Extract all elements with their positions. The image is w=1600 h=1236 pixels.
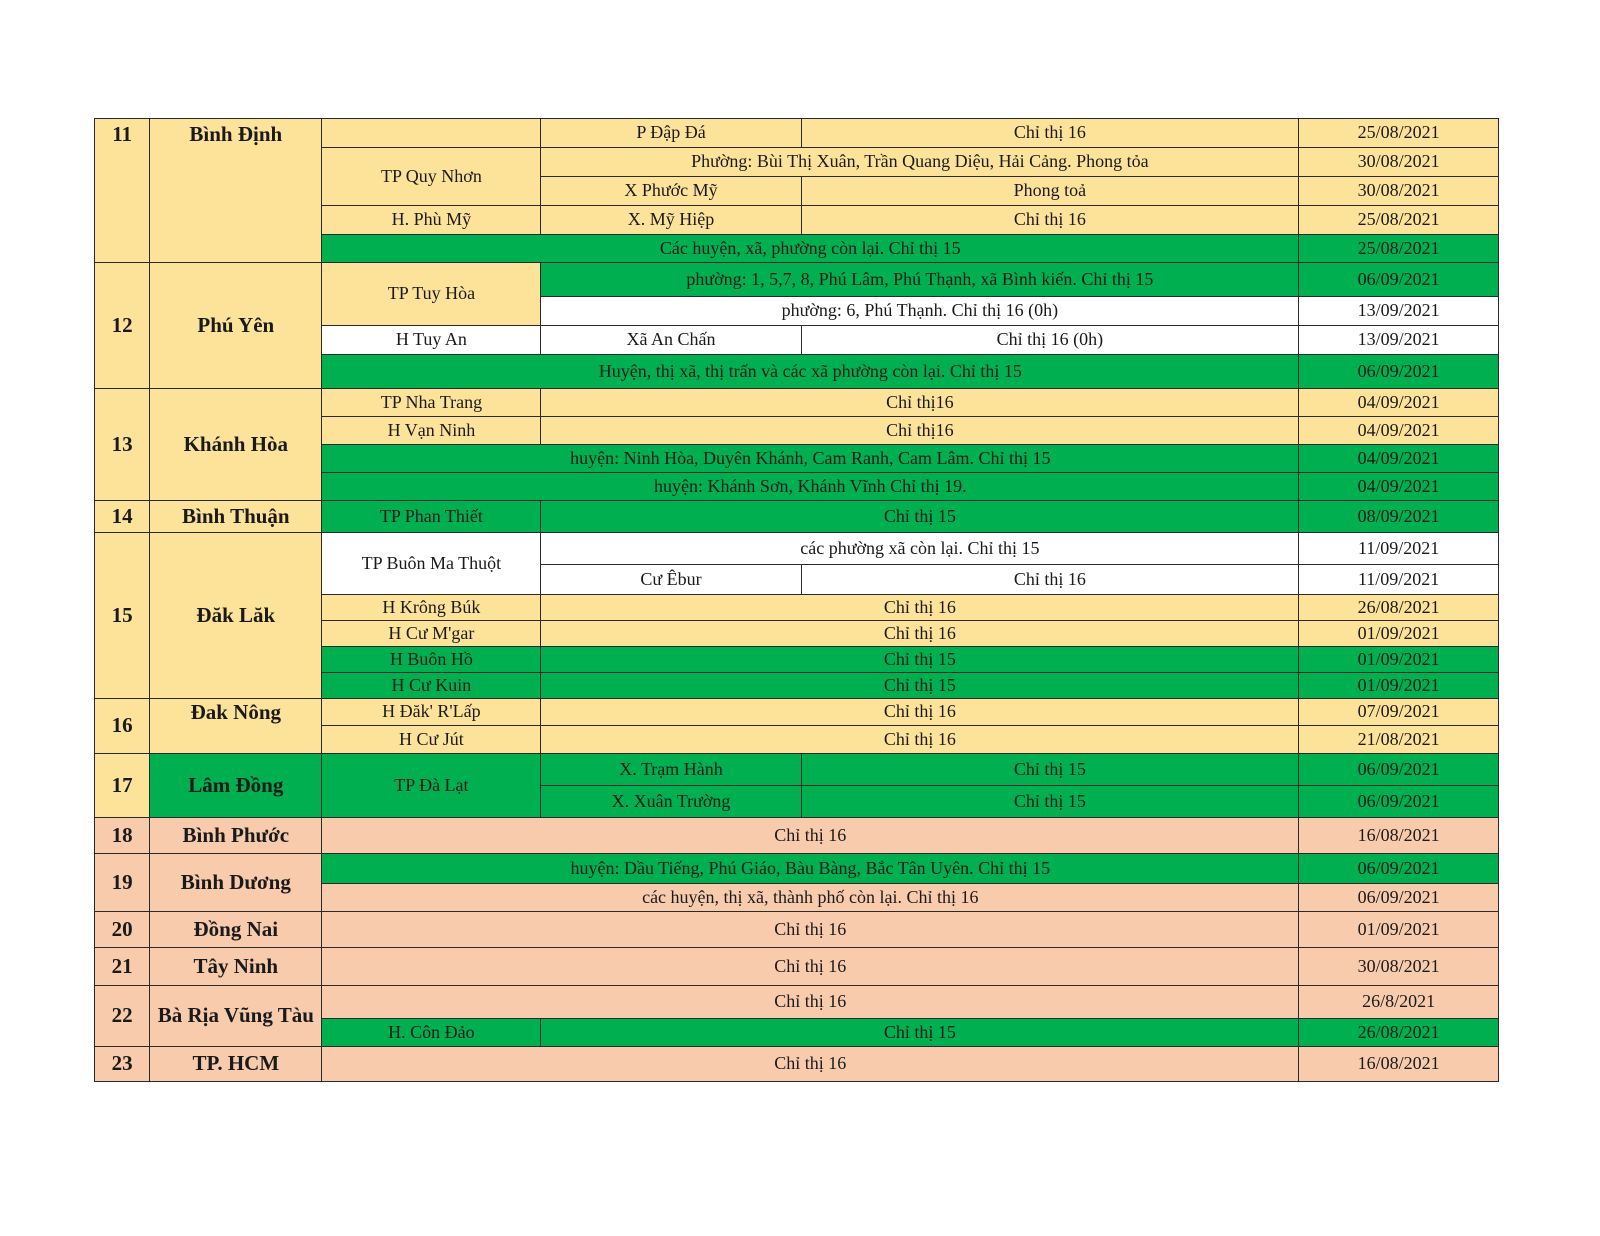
date-cell: 26/08/2021 xyxy=(1299,1019,1499,1047)
province-name: Lâm Đồng xyxy=(150,754,322,818)
measure-cell: Chỉ thị 16 xyxy=(541,621,1299,647)
province-number: 15 xyxy=(95,533,150,699)
date-cell: 01/09/2021 xyxy=(1299,673,1499,699)
measure-cell: Chỉ thị 16 xyxy=(541,726,1299,754)
date-cell: 01/09/2021 xyxy=(1299,621,1499,647)
date-cell: 07/09/2021 xyxy=(1299,699,1499,726)
district-cell: H Cư M'gar xyxy=(322,621,541,647)
province-name: Bình Phước xyxy=(150,818,322,854)
measure-cell: các phường xã còn lại. Chỉ thị 15 xyxy=(541,533,1299,565)
province-name: TP. HCM xyxy=(150,1047,322,1082)
measure-cell: huyện: Ninh Hòa, Duyên Khánh, Cam Ranh, Cam Lâm. Chỉ thị 15 xyxy=(322,445,1299,473)
date-cell: 13/09/2021 xyxy=(1299,326,1499,355)
measure-cell: huyện: Dầu Tiếng, Phú Giáo, Bàu Bàng, Bắc Tân Uyên. Chỉ thị 15 xyxy=(322,854,1299,884)
table-row xyxy=(95,389,1499,417)
date-cell: 06/09/2021 xyxy=(1299,355,1499,389)
covid-measures-table xyxy=(94,118,1499,1082)
date-cell: 06/09/2021 xyxy=(1299,754,1499,786)
date-cell: 21/08/2021 xyxy=(1299,726,1499,754)
measure-cell: Phong toả xyxy=(801,177,1299,206)
measure-cell: Chỉ thị 15 xyxy=(801,786,1299,818)
measure-cell: Huyện, thị xã, thị trấn và các xã phường còn lại. Chỉ thị 15 xyxy=(322,355,1299,389)
table-row xyxy=(95,263,1499,297)
area-cell: X. Xuân Trường xyxy=(541,786,801,818)
measure-cell: Chỉ thị 15 xyxy=(541,1019,1299,1047)
measure-cell: Chỉ thị 16 xyxy=(322,948,1299,986)
measure-cell: Chỉ thị 16 xyxy=(322,912,1299,948)
area-cell: Xã An Chấn xyxy=(541,326,801,355)
province-number: 19 xyxy=(95,854,150,912)
district-cell: H. Côn Đảo xyxy=(322,1019,541,1047)
date-cell: 06/09/2021 xyxy=(1299,263,1499,297)
district-cell xyxy=(322,119,541,148)
date-cell: 06/09/2021 xyxy=(1299,884,1499,912)
measure-cell: Chỉ thị 15 xyxy=(541,647,1299,673)
measure-cell: Phường: Bùi Thị Xuân, Trần Quang Diệu, Hải Cảng. Phong tỏa xyxy=(541,148,1299,177)
table-row xyxy=(95,754,1499,786)
measure-cell: Các huyện, xã, phường còn lại. Chỉ thị 15 xyxy=(322,235,1299,263)
province-name: Bà Rịa Vũng Tàu xyxy=(150,986,322,1047)
area-cell: X Phước Mỹ xyxy=(541,177,801,206)
district-cell: H Vạn Ninh xyxy=(322,417,541,445)
date-cell: 06/09/2021 xyxy=(1299,786,1499,818)
date-cell: 06/09/2021 xyxy=(1299,854,1499,884)
province-name: Khánh Hòa xyxy=(150,389,322,501)
date-cell: 04/09/2021 xyxy=(1299,473,1499,501)
province-number: 22 xyxy=(95,986,150,1047)
measure-cell: Chỉ thị16 xyxy=(541,417,1299,445)
measure-cell: Chỉ thị16 xyxy=(541,389,1299,417)
date-cell: 11/09/2021 xyxy=(1299,565,1499,595)
measure-cell: Chỉ thị 15 xyxy=(541,673,1299,699)
date-cell: 08/09/2021 xyxy=(1299,501,1499,533)
province-number: 21 xyxy=(95,948,150,986)
measure-cell: Chỉ thị 16 (0h) xyxy=(801,326,1299,355)
measure-cell: Chỉ thị 16 xyxy=(322,986,1299,1019)
province-number: 11 xyxy=(95,119,150,263)
district-cell: H Cư Jút xyxy=(322,726,541,754)
province-number: 12 xyxy=(95,263,150,389)
measure-cell: Chỉ thị 16 xyxy=(801,565,1299,595)
measure-cell: các huyện, thị xã, thành phố còn lại. Chỉ thị 16 xyxy=(322,884,1299,912)
table-row xyxy=(95,1047,1499,1082)
province-number: 20 xyxy=(95,912,150,948)
province-name: Đăk Lăk xyxy=(150,533,322,699)
district-cell: TP Nha Trang xyxy=(322,389,541,417)
date-cell: 16/08/2021 xyxy=(1299,1047,1499,1082)
measure-cell: huyện: Khánh Sơn, Khánh Vĩnh Chỉ thị 19. xyxy=(322,473,1299,501)
province-name: Bình Thuận xyxy=(150,501,322,533)
province-name: Bình Dương xyxy=(150,854,322,912)
area-cell: Cư Êbur xyxy=(541,565,801,595)
date-cell: 04/09/2021 xyxy=(1299,389,1499,417)
province-number: 16 xyxy=(95,699,150,754)
province-number: 14 xyxy=(95,501,150,533)
date-cell: 16/08/2021 xyxy=(1299,818,1499,854)
table-row xyxy=(95,948,1499,986)
district-cell: H Buôn Hồ xyxy=(322,647,541,673)
date-cell: 01/09/2021 xyxy=(1299,912,1499,948)
date-cell: 30/08/2021 xyxy=(1299,148,1499,177)
district-cell: H Cư Kuin xyxy=(322,673,541,699)
measure-cell: Chỉ thị 16 xyxy=(541,595,1299,621)
district-cell: H Đăk' R'Lấp xyxy=(322,699,541,726)
district-cell: TP Phan Thiết xyxy=(322,501,541,533)
province-number: 18 xyxy=(95,818,150,854)
date-cell: 04/09/2021 xyxy=(1299,445,1499,473)
measure-cell: Chỉ thị 15 xyxy=(541,501,1299,533)
table-row xyxy=(95,533,1499,565)
province-number: 17 xyxy=(95,754,150,818)
province-number: 23 xyxy=(95,1047,150,1082)
date-cell: 04/09/2021 xyxy=(1299,417,1499,445)
area-cell: P Đập Đá xyxy=(541,119,801,148)
province-name: Phú Yên xyxy=(150,263,322,389)
date-cell: 26/08/2021 xyxy=(1299,595,1499,621)
measure-cell: Chỉ thị 15 xyxy=(801,754,1299,786)
district-cell: H Krông Búk xyxy=(322,595,541,621)
table-row xyxy=(95,501,1499,533)
date-cell: 30/08/2021 xyxy=(1299,948,1499,986)
district-cell: TP Quy Nhơn xyxy=(322,148,541,206)
date-cell: 25/08/2021 xyxy=(1299,235,1499,263)
table-row xyxy=(95,986,1499,1019)
province-name: Đak Nông xyxy=(150,699,322,754)
date-cell: 26/8/2021 xyxy=(1299,986,1499,1019)
province-name: Tây Ninh xyxy=(150,948,322,986)
province-name: Bình Định xyxy=(150,119,322,263)
province-number: 13 xyxy=(95,389,150,501)
date-cell: 01/09/2021 xyxy=(1299,647,1499,673)
district-cell: TP Buôn Ma Thuột xyxy=(322,533,541,595)
measure-cell: Chỉ thị 16 xyxy=(322,1047,1299,1082)
measure-cell: phường: 1, 5,7, 8, Phú Lâm, Phú Thạnh, xã Bình kiến. Chỉ thị 15 xyxy=(541,263,1299,297)
district-cell: H Tuy An xyxy=(322,326,541,355)
district-cell: TP Đà Lạt xyxy=(322,754,541,818)
table-row xyxy=(95,699,1499,726)
area-cell: X. Trạm Hành xyxy=(541,754,801,786)
measure-cell: Chỉ thị 16 xyxy=(541,699,1299,726)
date-cell: 30/08/2021 xyxy=(1299,177,1499,206)
district-cell: TP Tuy Hòa xyxy=(322,263,541,326)
province-name: Đồng Nai xyxy=(150,912,322,948)
date-cell: 11/09/2021 xyxy=(1299,533,1499,565)
table-row xyxy=(95,119,1499,148)
area-cell: X. Mỹ Hiệp xyxy=(541,206,801,235)
measure-cell: Chỉ thị 16 xyxy=(322,818,1299,854)
measure-cell: Chỉ thị 16 xyxy=(801,119,1299,148)
district-cell: H. Phù Mỹ xyxy=(322,206,541,235)
table-row xyxy=(95,912,1499,948)
table-row xyxy=(95,854,1499,884)
measure-cell: Chỉ thị 16 xyxy=(801,206,1299,235)
table-row xyxy=(95,818,1499,854)
measure-cell: phường: 6, Phú Thạnh. Chỉ thị 16 (0h) xyxy=(541,297,1299,326)
date-cell: 13/09/2021 xyxy=(1299,297,1499,326)
date-cell: 25/08/2021 xyxy=(1299,119,1499,148)
date-cell: 25/08/2021 xyxy=(1299,206,1499,235)
